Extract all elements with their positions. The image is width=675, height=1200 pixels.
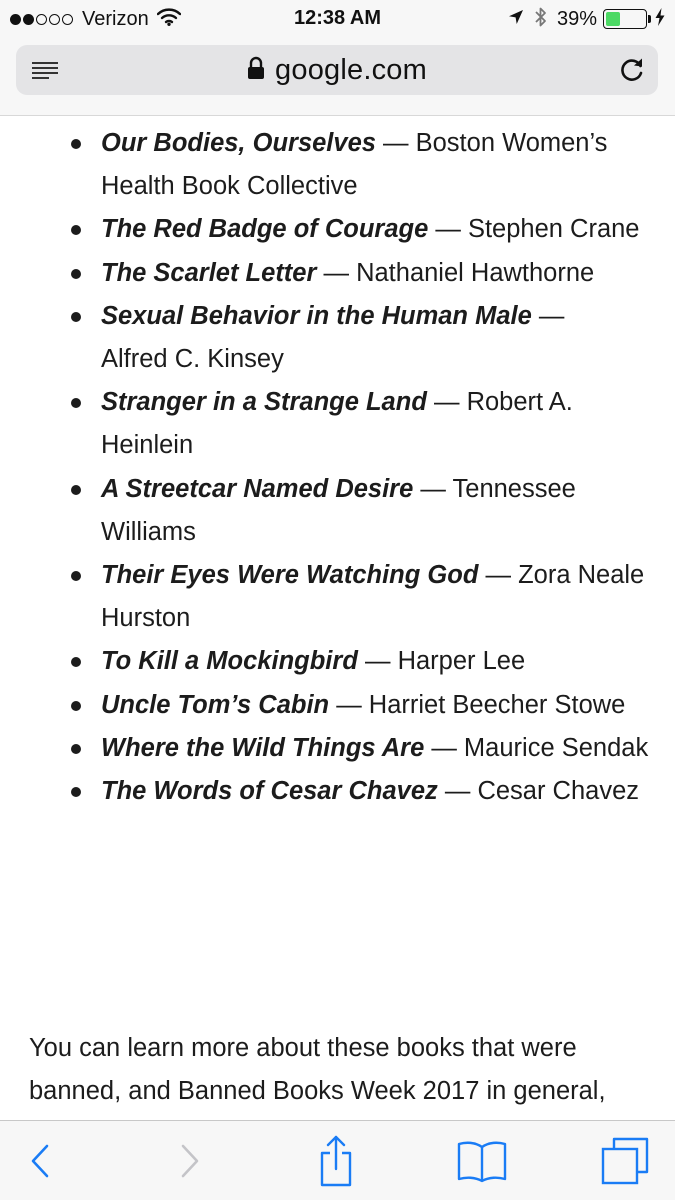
bullet-icon (71, 485, 81, 495)
book-title: Where the Wild Things Are (101, 733, 425, 762)
list-item (0, 554, 675, 640)
list-item (0, 770, 675, 813)
status-bar-right (508, 7, 665, 31)
bullet-icon (71, 139, 81, 149)
book-title: Sexual Behavior in the Human Male (101, 301, 532, 330)
bullet-icon (71, 657, 81, 667)
bullet-icon (71, 398, 81, 408)
browser-toolbar (0, 1120, 675, 1200)
bullet-icon (71, 312, 81, 322)
list-item (0, 252, 675, 295)
list-item (0, 727, 675, 770)
book-author: — Stephen Crane (428, 215, 640, 244)
book-author: — Maurice Sendak (424, 733, 649, 762)
location-arrow-icon (508, 9, 524, 30)
back-chevron-icon[interactable] (18, 1133, 62, 1189)
bullet-icon (71, 701, 81, 711)
book-title: The Scarlet Letter (101, 258, 317, 287)
bookmarks-book-icon[interactable] (452, 1133, 512, 1189)
book-author: — Harriet Beecher Stowe (329, 690, 626, 719)
battery-cap (648, 15, 651, 23)
book-author: — Boston Women’s Health Book Collective (101, 129, 608, 201)
book-author: — Zora Neale Hurston (101, 561, 645, 633)
list-item (0, 208, 675, 251)
body-paragraph: You can learn more about these books that were banned, and Banned Books Week 2017 in general, (29, 1034, 606, 1106)
list-item (0, 684, 675, 727)
book-title: Our Bodies, Ourselves (101, 129, 376, 157)
book-title: The Red Badge of Courage (101, 215, 429, 244)
book-title: The Words of Cesar Chavez (101, 777, 438, 806)
bullet-icon (71, 269, 81, 279)
bullet-icon (71, 787, 81, 797)
status-bar (0, 0, 675, 38)
book-title: Uncle Tom’s Cabin (101, 690, 330, 719)
list-item (0, 295, 675, 381)
address-bar[interactable] (16, 45, 658, 95)
list-item (0, 468, 675, 554)
bullet-icon (71, 571, 81, 581)
book-author: — Robert A. Heinlein (101, 388, 573, 460)
book-author: — Alfred C. Kinsey (101, 301, 565, 374)
charging-bolt-icon (655, 8, 665, 31)
lock-icon (247, 56, 265, 85)
forward-chevron-icon[interactable] (168, 1133, 212, 1189)
bullet-icon (71, 744, 81, 754)
list-item (0, 122, 675, 208)
book-author: — Harper Lee (357, 647, 526, 676)
book-title: Their Eyes Were Watching God (101, 561, 479, 590)
web-page-content[interactable] (0, 117, 675, 1120)
book-title: Stranger in a Strange Land (101, 388, 427, 417)
clock: 12:38 AM (293, 7, 382, 29)
book-title: To Kill a Mockingbird (101, 647, 358, 676)
book-author: — Tennessee Williams (101, 474, 576, 546)
reload-icon[interactable] (618, 56, 646, 84)
url-domain: google.com (275, 53, 427, 86)
book-author: — Cesar Chavez (437, 777, 640, 806)
tabs-icon[interactable] (598, 1133, 652, 1189)
battery-level-fill (606, 12, 620, 26)
battery-icon (603, 9, 647, 29)
list-item (0, 640, 675, 683)
url-display[interactable] (16, 45, 658, 95)
banned-books-list (0, 122, 675, 813)
share-icon[interactable] (312, 1133, 360, 1189)
browser-navigation-area (0, 38, 675, 116)
book-title: A Streetcar Named Desire (101, 474, 414, 503)
book-author: — Nathaniel Hawthorne (316, 258, 595, 287)
bluetooth-icon (534, 6, 547, 33)
bullet-icon (71, 225, 81, 235)
battery-percentage: 39% (556, 7, 597, 30)
carrier-name: Verizon (82, 7, 149, 30)
list-item (0, 381, 675, 467)
